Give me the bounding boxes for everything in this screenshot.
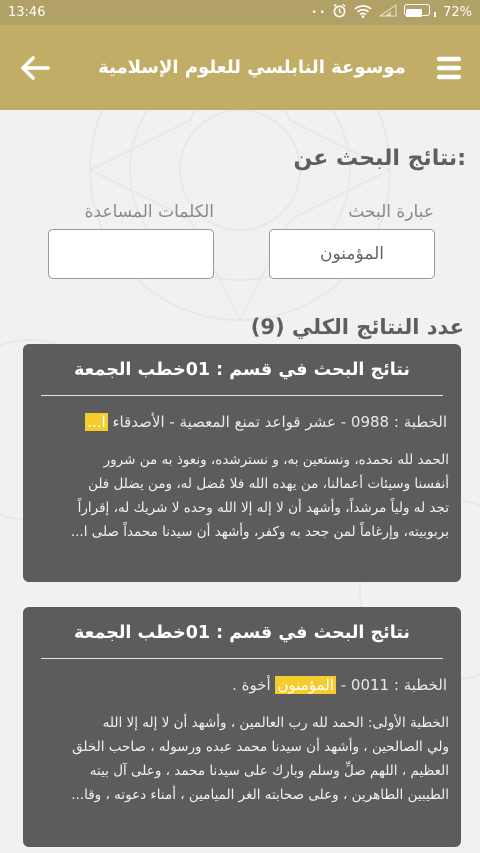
wifi-icon [354, 4, 372, 22]
search-term-highlight: ا... [87, 413, 106, 431]
result-card-subtitle [23, 396, 461, 434]
excerpt-line: بربوبيته، وإرغاماً لمن جحد به وكفر، وأشهد أن سيدنا محمداً صلى ا... [70, 524, 449, 540]
status-time: 13:46 [8, 5, 46, 20]
signal-icon [379, 4, 397, 21]
hamburger-menu-icon [436, 55, 462, 81]
back-button[interactable] [18, 51, 52, 85]
auxiliary-words-label: الكلمات المساعدة [84, 202, 214, 222]
result-subtitle-tail: أخوة . [232, 676, 276, 694]
results-count: عدد النتائج الكلي (9) [250, 315, 464, 339]
status-bar [0, 0, 480, 25]
search-phrase-input[interactable] [269, 229, 435, 279]
excerpt-line: الخطبة الأولى: الحمد لله رب العالمين ، وأشهد أن لا إله إلا الله [102, 715, 449, 731]
status-icons [311, 3, 472, 22]
search-phrase-label: عبارة البحث [348, 202, 434, 222]
app-title: موسوعة النابلسي للعلوم الإسلامية [98, 57, 406, 78]
excerpt-line: تجد له ولياً مرشداً، وأشهد أن لا إله إلا الله وحده لا شريك له، إقراراً [77, 500, 449, 516]
result-card[interactable] [23, 344, 461, 582]
battery-percent: 72% [443, 5, 472, 20]
status-dots: • • [311, 7, 325, 18]
menu-button[interactable] [432, 51, 466, 85]
search-heading: :نتائج البحث عن [293, 146, 466, 171]
result-card-title: نتائج البحث في قسم : 01خطب الجمعة [41, 344, 443, 396]
result-subtitle-text: الخطبة : 0011 - [335, 676, 447, 694]
arrow-left-icon [20, 55, 50, 81]
result-subtitle-text: الخطبة : 0988 - عشر قواعد تمنع المعصية - الأصدقاء [107, 413, 447, 431]
battery-icon [404, 4, 436, 21]
result-card-excerpt [23, 434, 461, 544]
excerpt-line: الحمد لله نحمده، ونستعين به، و نسترشده، ونعوذ به من شرور [103, 452, 449, 468]
excerpt-line: أنفسنا وسيئات أعمالنا، من يهده الله فلا مُضل له، ومن يضلل فلن [88, 476, 449, 492]
search-results-page [0, 110, 480, 853]
excerpt-line: العظيم ، اللهم صلِّ وسلم وبارك على سيدنا محمد ، وعلى آل بيته [89, 763, 449, 779]
auxiliary-words-input[interactable] [48, 229, 214, 279]
result-card[interactable] [23, 607, 461, 847]
result-card-excerpt [23, 697, 461, 807]
result-card-subtitle [23, 659, 461, 697]
excerpt-line: الطيبين الطاهرين ، وعلى صحابته الغر الميامين ، أمناء دعوته ، وقا... [71, 787, 449, 803]
app-bar [0, 25, 480, 110]
search-term-highlight: المؤمنون [277, 676, 334, 694]
alarm-icon [332, 3, 347, 22]
excerpt-line: ولي الصالحين ، وأشهد أن سيدنا محمد عبده ورسوله ، صاحب الخلق [72, 739, 449, 755]
result-card-title: نتائج البحث في قسم : 01خطب الجمعة [41, 607, 443, 659]
